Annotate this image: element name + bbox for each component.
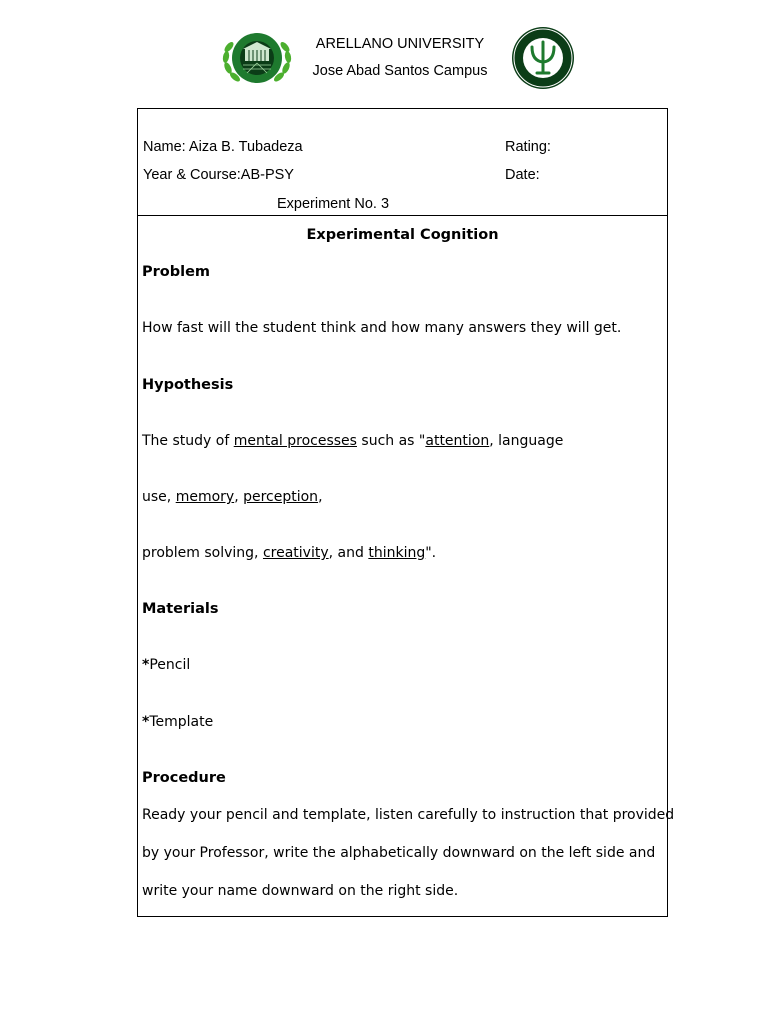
material-item: *Pencil — [142, 657, 191, 673]
procedure-line: by your Professor, write the alphabetically downward on the left side and — [142, 845, 656, 861]
materials-heading: Materials — [142, 601, 219, 617]
experiment-number: Experiment No. 3 — [277, 196, 390, 212]
campus-name: Jose Abad Santos Campus — [312, 63, 488, 79]
procedure-heading: Procedure — [142, 770, 226, 786]
arellano-university-logo-left — [221, 27, 293, 89]
material-item: *Template — [142, 714, 214, 730]
university-name: ARELLANO UNIVERSITY — [315, 36, 485, 52]
procedure-line: Ready your pencil and template, listen carefully to instruction that provided — [142, 807, 675, 823]
arellano-university-psychology-logo-right — [510, 25, 576, 91]
procedure-line: write your name downward on the right side. — [142, 883, 459, 899]
experiment-form — [137, 108, 675, 917]
document-title: Experimental Cognition — [306, 227, 499, 243]
problem-heading: Problem — [142, 264, 211, 280]
year-course: Year & Course:AB-PSY — [143, 167, 294, 183]
problem-text: How fast will the student think and how many answers they will get. — [142, 320, 622, 336]
header-divider — [138, 215, 667, 216]
hypothesis-line-1: The study of mental processes such as "attention, language — [142, 433, 564, 449]
student-name: Name: Aiza B. Tubadeza — [143, 139, 303, 155]
date-label: Date: — [505, 167, 540, 183]
hypothesis-line-3: problem solving, creativity, and thinking". — [142, 545, 437, 561]
rating-label: Rating: — [505, 139, 551, 155]
hypothesis-line-2: use, memory, perception, — [142, 489, 323, 505]
hypothesis-heading: Hypothesis — [142, 377, 234, 393]
